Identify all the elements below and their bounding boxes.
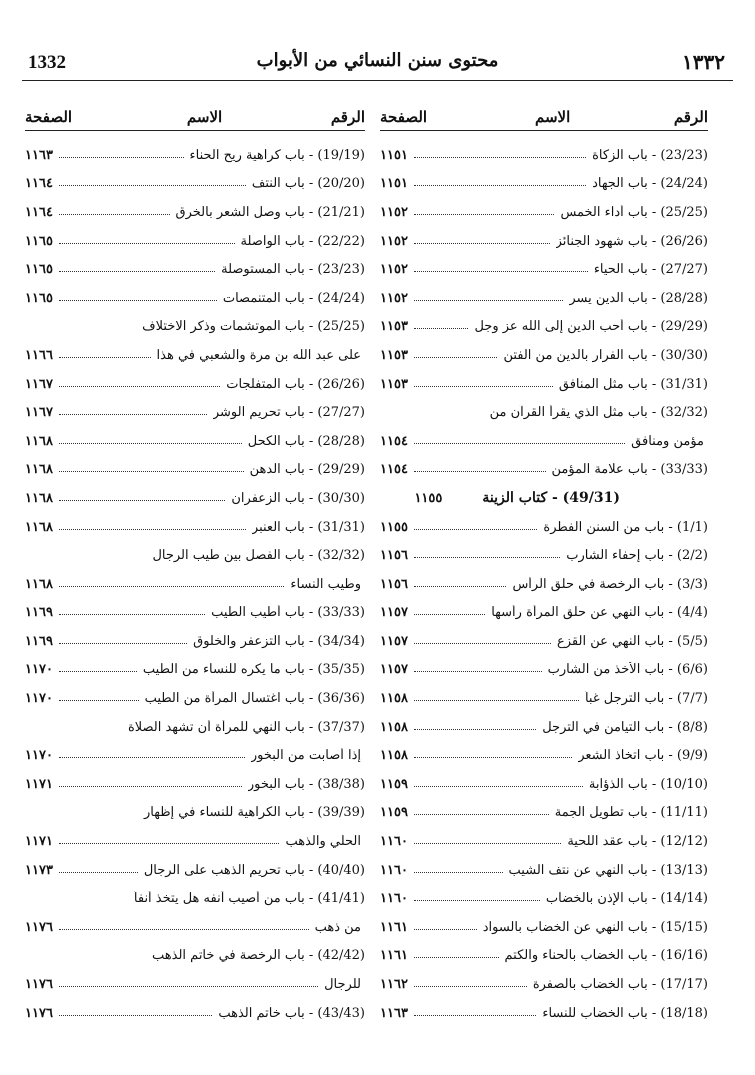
index-entry [380,999,708,1028]
entry-page-number: ١١٧٠ [25,662,53,678]
header-rule [22,80,733,81]
entry-page-number: ١١٦٧ [25,405,53,421]
entry-page-number: ١١٦١ [380,948,408,964]
entry-page-number: ١١٥٧ [380,605,408,621]
index-entry [380,656,708,685]
entry-page-number: ١١٥٨ [380,748,408,764]
entry-page-number: ١١٧٦ [25,977,53,993]
entry-page-number: ١١٥٦ [380,576,408,592]
dot-leader [59,243,235,244]
entry-title: من ذهب [314,919,361,935]
entry-page-number: ١١٦٤ [25,204,53,220]
entry-title: (1/1) - باب من السنن الفطرة [543,519,708,535]
index-entry [380,370,708,399]
entry-page-number: ١١٦٨ [25,490,53,506]
entry-title: (27/27) - باب الحياء [593,262,708,278]
index-entry [380,827,708,856]
entry-title: (32/32) - باب الفصل بين طيب الرجال [152,548,365,564]
entry-title: (33/33) - باب علامة المؤمن [551,462,708,478]
dot-leader [414,243,550,244]
index-entry [25,970,365,999]
dot-leader [414,1015,536,1016]
index-entry [380,570,708,599]
index-entry [380,141,708,170]
index-entry [380,170,708,199]
entry-title: الحلي والذهب [285,834,361,850]
dot-leader [59,929,309,930]
dot-leader [59,1015,212,1016]
index-entry [380,341,708,370]
entry-page-number: ١١٦٩ [25,633,53,649]
entry-page-number: ١١٥٢ [380,290,408,306]
index-entry [380,284,708,313]
index-entry [25,884,365,913]
dot-leader [59,671,137,672]
entry-title: (16/16) - باب الخضاب بالحناء والكتم [504,948,708,964]
entry-page-number: ١١٥٧ [380,662,408,678]
entry-title: (17/17) - باب الخضاب بالصفرة [532,977,708,993]
dot-leader [59,214,170,215]
entry-title: (37/37) - باب النهي للمرأة أن تشهد الصلاة [127,719,365,735]
index-entry [25,599,365,628]
entry-title: (30/30) - باب الفرار بالدين من الفتن [503,347,708,363]
entry-page-number: ١١٦٠ [380,834,408,850]
index-entry [25,398,365,427]
entry-page-number: ١١٥٩ [380,776,408,792]
entry-page-number: ١١٧٠ [25,748,53,764]
dot-leader [414,900,540,901]
entry-title: (15/15) - باب النهي عن الخضاب بالسواد [482,919,708,935]
section-heading-row [380,484,708,513]
index-entry [380,770,708,799]
entry-title: (40/40) - باب تحريم الذهب على الرجال [143,862,365,878]
entry-page-number: ١١٥٣ [380,319,408,335]
index-entry [25,284,365,313]
index-entry [25,684,365,713]
dot-leader [414,957,499,958]
entry-page-number: ١١٥٤ [380,433,408,449]
entry-title: (34/34) - باب التزعفر والخلوق [193,633,365,649]
entry-title: (38/38) - باب البخور [247,776,365,792]
dot-leader [414,557,560,558]
index-entry [380,255,708,284]
entry-title: على عبد الله بن مرة والشعبي في هذا [156,347,361,363]
entry-title: (28/28) - باب الكحل [247,433,365,449]
entry-page-number: ١١٦٨ [25,519,53,535]
index-entry [25,198,365,227]
index-entry [380,970,708,999]
dot-leader [414,814,549,815]
index-entry [380,513,708,542]
index-entry [25,570,365,599]
entry-title: (3/3) - باب الرخصة في حلق الرأس [512,576,708,592]
index-entry [380,227,708,256]
entry-title: (49/31) - كتاب الزينة [482,490,620,507]
entry-title: (14/14) - باب الإذن بالخضاب [545,891,708,907]
dot-leader [59,414,207,415]
dot-leader [414,471,546,472]
entry-title: (30/30) - باب الزعفران [231,490,365,506]
entry-title: (21/21) - باب وصل الشعر بالخرق [175,204,365,220]
index-entry [380,856,708,885]
index-entry [25,713,365,742]
entry-title: (18/18) - باب الخضاب للنساء [542,1005,708,1021]
index-entry [380,627,708,656]
entry-title: (31/31) - باب مثل المنافق [558,376,708,392]
index-entry [25,427,365,456]
index-column-left [25,108,365,1027]
entry-title: (13/13) - باب النهي عن نتف الشيب [508,862,708,878]
entry-title: (42/42) - باب الرخصة في خاتم الذهب [152,948,365,964]
index-entry [25,627,365,656]
entry-page-number: ١١٧٠ [25,691,53,707]
index-entry [25,255,365,284]
dot-leader [59,529,246,530]
index-entry [380,198,708,227]
dot-leader [59,386,220,387]
dot-leader [414,328,469,329]
entry-page-number: ١١٦٠ [380,891,408,907]
index-rows [25,141,365,1027]
dot-leader [59,586,284,587]
dot-leader [59,500,225,501]
index-entry [380,713,708,742]
entry-title: (31/31) - باب العنبر [251,519,365,535]
index-entry [25,227,365,256]
header-name: الاسم [186,108,223,126]
entry-page-number: ١١٥٤ [380,462,408,478]
index-entry [380,456,708,485]
entry-title: وطيب النساء [290,576,361,592]
dot-leader [414,614,485,615]
dot-leader [59,157,184,158]
entry-title: (26/26) - باب المتفلجات [226,376,365,392]
entry-title: (10/10) - باب الذؤابة [588,776,708,792]
entry-page-number: ١١٥٢ [380,204,408,220]
index-entry [380,741,708,770]
entry-page-number: ١١٦٧ [25,376,53,392]
entry-title: (35/35) - باب ما يكره للنساء من الطيب [142,662,365,678]
entry-title: إذا أصابت من البخور [250,748,361,764]
entry-title: (28/28) - باب الدين يسر [569,290,708,306]
entry-title: (22/22) - باب الواصلة [240,233,365,249]
entry-page-number: ١١٥٦ [380,548,408,564]
entry-title: (20/20) - باب النتف [251,176,365,192]
index-entry [25,913,365,942]
index-entry [380,313,708,342]
entry-title: مؤمن ومنافق [631,433,704,449]
entry-title: (29/29) - باب أحب الدين إلى الله عز وجل [474,319,708,335]
entry-title: (27/27) - باب تحريم الوشر [212,405,365,421]
dot-leader [414,443,625,444]
entry-page-number: ١١٦٣ [380,1005,408,1021]
entry-page-number: ١١٥٣ [380,347,408,363]
page-title: محتوى سنن النسائي من الأبواب [256,50,499,71]
entry-page-number: ١١٧٣ [25,862,53,878]
dot-leader [414,214,555,215]
entry-title: (41/41) - باب من أصيب أنفه هل يتخذ أنفاً [133,891,365,907]
entry-title: (24/24) - باب الجهاد [592,176,708,192]
index-entry [25,799,365,828]
entry-page-number: ١١٦٥ [25,290,53,306]
entry-title: (25/25) - باب أداء الخمس [560,204,708,220]
entry-title: للرجال [324,977,361,993]
dot-leader [414,786,583,787]
entry-page-number: ١١٦٥ [25,262,53,278]
entry-page-number: ١١٧٦ [25,1005,53,1021]
entry-page-number: ١١٦٨ [25,433,53,449]
entry-page-number: ١١٦٥ [25,233,53,249]
entry-page-number: ١١٥٢ [380,262,408,278]
entry-page-number: ١١٦١ [380,919,408,935]
entry-page-number: ١١٦٤ [25,176,53,192]
index-entry [25,741,365,770]
index-entry [25,141,365,170]
index-entry [25,370,365,399]
entry-page-number: ١١٥٢ [380,233,408,249]
index-entry [25,942,365,971]
dot-leader [59,700,139,701]
dot-leader [59,786,242,787]
index-entry [25,513,365,542]
header-page: الصفحة [25,108,73,126]
entry-title: (4/4) - باب النهي عن حلق المرأة رأسها [491,605,708,621]
entry-page-number: ١١٦٨ [25,462,53,478]
dot-leader [59,443,242,444]
dot-leader [59,300,217,301]
dot-leader [414,757,572,758]
dot-leader [414,157,586,158]
header-number: الرقم [330,108,365,126]
entry-title: (23/23) - باب المستوصلة [221,262,365,278]
entry-title: (11/11) - باب تطويل الجمة [554,805,708,821]
entry-page-number: ١١٦٦ [25,347,53,363]
index-entry [380,884,708,913]
entry-title: (32/32) - باب مثل الذي يقرأ القرآن من [489,405,708,421]
entry-title: (8/8) - باب التيامن في الترجل [542,719,708,735]
index-entry [25,170,365,199]
index-column-right [380,108,708,1027]
column-header [380,108,708,131]
index-entry [25,770,365,799]
entry-page-number: ١١٦٣ [25,147,53,163]
entry-title: (24/24) - باب المتنمصات [222,290,365,306]
index-entry [25,856,365,885]
dot-leader [414,300,563,301]
header-page: الصفحة [380,108,428,126]
dot-leader [414,529,537,530]
column-header [25,108,365,131]
entry-page-number: ١١٥٨ [380,719,408,735]
index-entry [380,913,708,942]
dot-leader [414,185,586,186]
entry-page-number: ١١٦٩ [25,605,53,621]
entry-page-number: ١١٥٨ [380,691,408,707]
index-entry [25,484,365,513]
entry-title: (9/9) - باب اتخاذ الشعر [578,748,708,764]
entry-page-number: ١١٥٣ [380,376,408,392]
index-entry [380,398,708,427]
dot-leader [59,185,246,186]
dot-leader [59,757,245,758]
dot-leader [414,986,527,987]
entry-title: (33/33) - باب أطيب الطيب [211,605,365,621]
entry-title: (39/39) - باب الكراهية للنساء في إظهار [143,805,365,821]
index-entry [25,656,365,685]
index-rows [380,141,708,1027]
dot-leader [59,872,138,873]
entry-title: (43/43) - باب خاتم الذهب [218,1005,365,1021]
dot-leader [414,843,561,844]
entry-page-number: ١١٧٦ [25,919,53,935]
dot-leader [414,929,477,930]
page-number-arabic: ١٣٣٢ [682,50,725,74]
page-number-latin: 1332 [28,52,66,73]
entry-title: (29/29) - باب الدهن [249,462,365,478]
entry-page-number: ١١٥١ [380,147,408,163]
entry-page-number: ١١٦٢ [380,977,408,993]
entry-title: (6/6) - باب الأخذ من الشارب [547,662,708,678]
entry-title: (25/25) - باب الموتشمات وذكر الاختلاف [142,319,365,335]
dot-leader [414,643,551,644]
entry-page-number: ١١٥٥ [380,519,408,535]
entry-title: (12/12) - باب عقد اللحية [567,834,708,850]
entry-page-number: ١١٦٠ [380,862,408,878]
entry-title: (2/2) - باب إحفاء الشارب [566,548,708,564]
index-entry [380,799,708,828]
dot-leader [414,700,579,701]
dot-leader [59,271,215,272]
entry-title: (7/7) - باب الترجل غباً [584,691,708,707]
index-entry [380,684,708,713]
dot-leader [414,671,542,672]
header-name: الاسم [534,108,571,126]
dot-leader [414,271,588,272]
entry-page-number: ١١٦٨ [25,576,53,592]
entry-title: (5/5) - باب النهي عن القزع [557,633,708,649]
dot-leader [59,643,187,644]
dot-leader [59,843,280,844]
page-header [0,48,755,84]
index-entry [25,341,365,370]
entry-title: (23/23) - باب الزكاة [592,147,708,163]
dot-leader [414,386,553,387]
dot-leader [414,872,503,873]
index-entry [380,942,708,971]
index-entry [25,827,365,856]
dot-leader [414,586,507,587]
header-number: الرقم [673,108,708,126]
entry-page-number: ١١٧١ [25,776,53,792]
dot-leader [59,986,318,987]
dot-leader [414,729,536,730]
entry-page-number: ١١٥١ [380,176,408,192]
dot-leader [414,357,498,358]
index-entry [380,427,708,456]
entry-page-number: ١١٥٥ [414,490,443,506]
index-entry [380,599,708,628]
index-entry [25,313,365,342]
index-entry [25,999,365,1028]
entry-title: (36/36) - باب اغتسال المرأة من الطيب [144,691,365,707]
dot-leader [59,614,205,615]
dot-leader [59,357,151,358]
entry-page-number: ١١٥٩ [380,805,408,821]
entry-page-number: ١١٥٧ [380,633,408,649]
index-entry [25,541,365,570]
entry-title: (26/26) - باب شهود الجنائز [555,233,708,249]
index-entry [380,541,708,570]
entry-title: (19/19) - باب كراهية ريح الحناء [189,147,365,163]
dot-leader [59,471,244,472]
entry-page-number: ١١٧١ [25,834,53,850]
index-entry [25,456,365,485]
